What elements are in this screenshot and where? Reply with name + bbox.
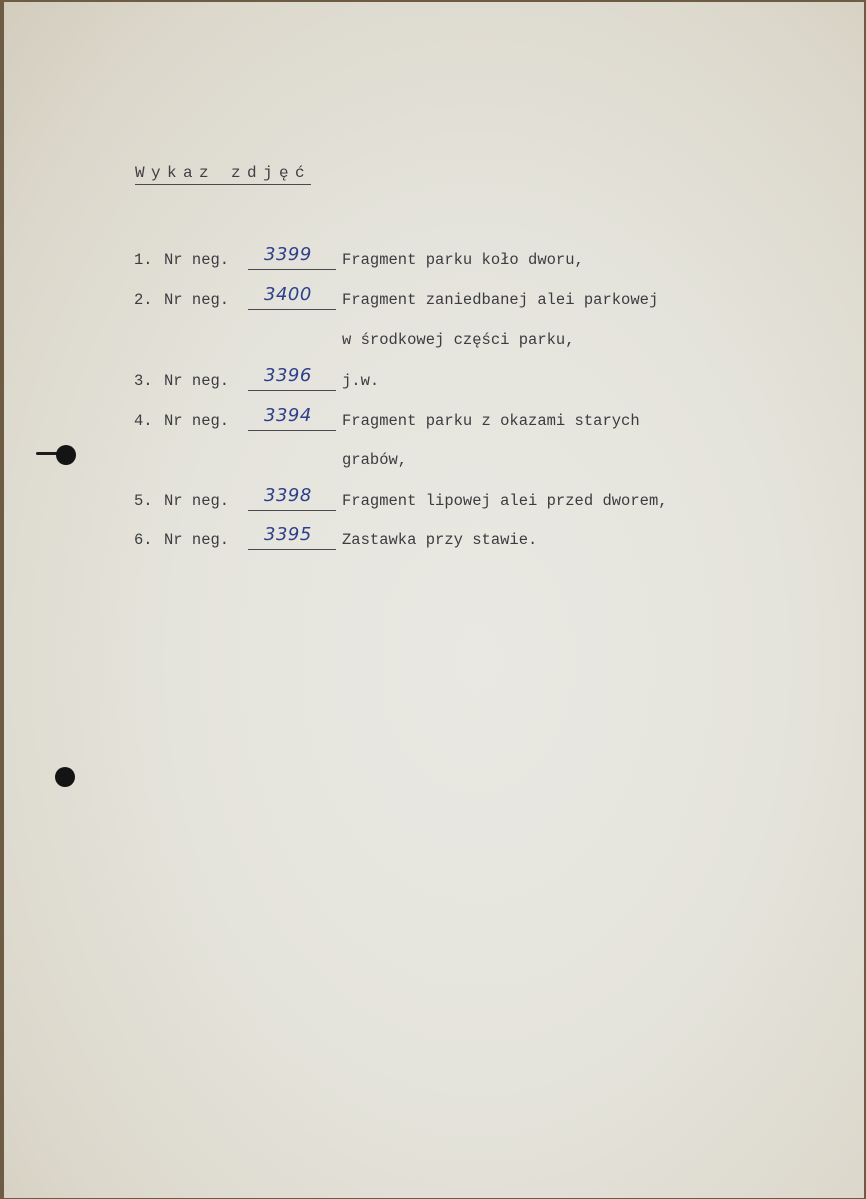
entry-number: 4.	[134, 412, 153, 430]
entry-number: 6.	[134, 531, 153, 549]
entry-description: Zastawka przy stawie.	[342, 531, 538, 549]
negative-number-field	[248, 485, 336, 511]
negative-number: 3400	[264, 284, 312, 305]
negative-number: 3399	[264, 244, 312, 265]
negative-label: Nr neg.	[164, 291, 230, 309]
entry-description-continuation: w środkowej części parku,	[342, 331, 575, 349]
entry-number: 2.	[134, 291, 153, 309]
entry-description: Fragment parku z okazami starych	[342, 412, 640, 430]
negative-number: 3394	[264, 405, 312, 426]
document-page	[4, 2, 864, 1198]
entry-description: Fragment parku koło dworu,	[342, 251, 584, 269]
entry-description: Fragment zaniedbanej alei parkowej	[342, 291, 659, 309]
negative-label: Nr neg.	[164, 251, 230, 269]
document-title: Wykaz zdjęć	[135, 164, 311, 185]
negative-number: 3395	[264, 524, 312, 545]
entry-description: j.w.	[342, 372, 380, 390]
entry-description: Fragment lipowej alei przed dworem,	[342, 492, 668, 510]
punch-hole-top	[56, 445, 76, 465]
negative-number: 3396	[264, 365, 312, 386]
entry-number: 3.	[134, 372, 153, 390]
entry-number: 5.	[134, 492, 153, 510]
entry-number: 1.	[134, 251, 153, 269]
entry-description-continuation: grabów,	[342, 451, 408, 469]
negative-number-field	[248, 284, 336, 310]
negative-number-field	[248, 405, 336, 431]
negative-number-field	[248, 244, 336, 270]
punch-hole-bottom	[55, 767, 75, 787]
negative-label: Nr neg.	[164, 492, 230, 510]
negative-label: Nr neg.	[164, 412, 230, 430]
negative-label: Nr neg.	[164, 531, 230, 549]
punch-hole-mark	[36, 452, 58, 455]
negative-number-field	[248, 524, 336, 550]
negative-number-field	[248, 365, 336, 391]
negative-number: 3398	[264, 485, 312, 506]
negative-label: Nr neg.	[164, 372, 230, 390]
